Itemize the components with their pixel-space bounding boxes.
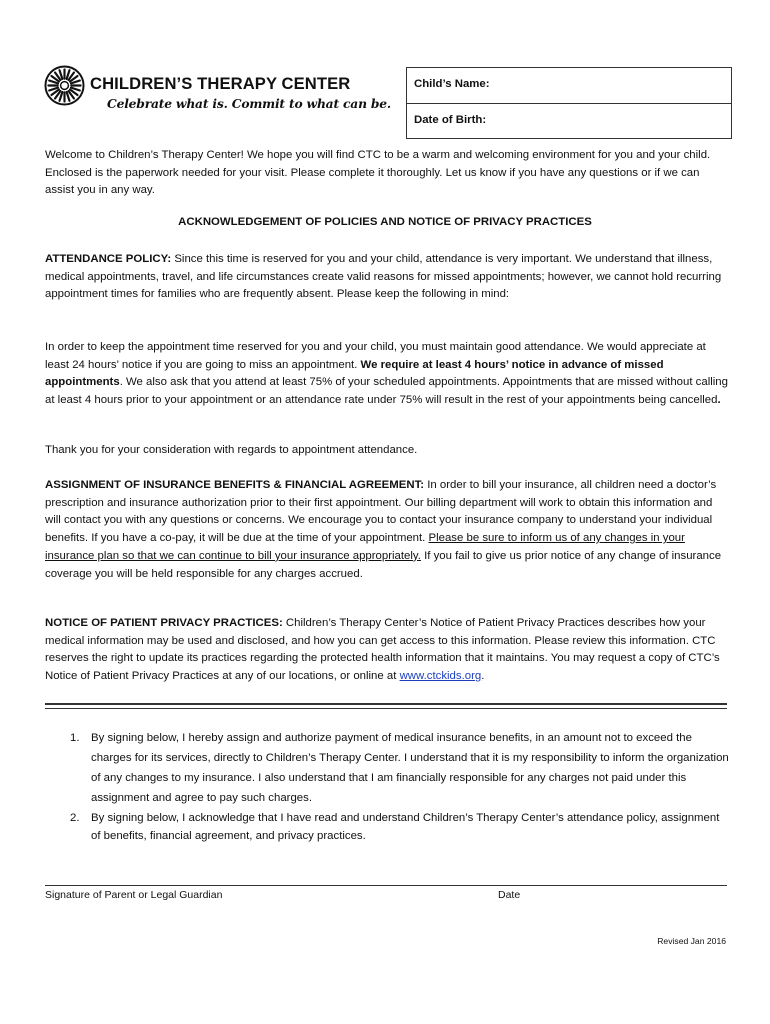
privacy-paragraph (45, 615, 729, 686)
attendance-thanks: Thank you for your consideration with regards to appointment attendance. (45, 444, 418, 456)
section-divider-thin (45, 708, 727, 709)
agreement-text: By signing below, I acknowledge that I have read and understand Children’s Therapy Center’s attendance policy, assignment of benefits, financial agreement, and privacy practices. (91, 812, 720, 842)
agreement-number: 2. (70, 812, 80, 824)
attendance-label: ATTENDANCE POLICY: (45, 253, 172, 265)
insurance-text-b: If you fail to give us prior notice of any change of insurance coverage you will be held responsible for any charges accrued. (45, 549, 722, 580)
sunburst-logo-icon (44, 65, 85, 106)
insurance-paragraph (45, 477, 729, 583)
revision-date: Revised Jan 2016 (657, 936, 726, 946)
attendance-notice-requirement: We require at least 4 hours’ notice in advance of missed appointments (45, 358, 664, 389)
attendance-rules-text-b: . We also ask that you attend at least 75% of your scheduled appointments. Appointments that are missed without calling at least 4 hours prior to your appointment or an attendance rate under 75% will result in the rest of your appointments being cancelled (45, 376, 728, 407)
child-name-label: Child’s Name: (414, 78, 490, 90)
insurance-change-notice: Please be sure to inform us of any changes in your insurance plan so that we can continue to bill your insurance appropriately. (45, 532, 685, 562)
date-of-birth-field[interactable] (407, 103, 731, 138)
privacy-text: Children’s Therapy Center’s Notice of Patient Privacy Practices describes how your medical information may be used and disclosed, and how you can get access to this information. Please review this information. CTC reserves the right to update its practices regarding the protected health information that it maintains. You may request a copy of CTC’s Notice of Patient Privacy Practices at any of our locations, or online at (45, 617, 720, 683)
intro-paragraph: Welcome to Children’s Therapy Center! We hope you will find CTC to be a warm and welcoming environment for you and your child. Enclosed is the paperwork needed for your visit. Please complete it thoroughly. Let us know if you have any questions or if we can assist you in any way. (45, 149, 711, 197)
child-info-box (406, 67, 732, 139)
agreement-item (70, 728, 730, 808)
attendance-paragraph (45, 251, 729, 304)
org-name: CHILDREN’S THERAPY CENTER (90, 74, 351, 93)
org-tagline: Celebrate what is. Commit to what can be. (107, 96, 391, 111)
attendance-rules-paragraph (45, 339, 729, 410)
guardian-signature-label: Signature of Parent or Legal Guardian (45, 889, 223, 901)
privacy-label: NOTICE OF PATIENT PRIVACY PRACTICES: (45, 617, 283, 629)
privacy-period: . (481, 670, 485, 683)
insurance-text-a: In order to bill your insurance, all children need a doctor’s prescription and insurance authorization prior to their first appointment. Our billing department will work to obtain this information and will contact you with any questions or concerns. We encourage you to contact your insurance company to understand your individual benefits. If you have a co-pay, it will be due at the time of your appointment. (45, 479, 717, 545)
agreement-number: 1. (70, 732, 80, 744)
child-name-field[interactable] (407, 68, 731, 103)
attendance-text: Since this time is reserved for you and your child, attendance is very important. We understand that illness, medical appointments, travel, and life circumstances create valid reasons for missed appointments; however, we cannot hold recurring appointment times for families who are frequently absent. Please keep the following in mind: (45, 253, 722, 301)
ctckids-website-link[interactable]: www.ctckids.org (399, 670, 482, 683)
attendance-rules-text-a: In order to keep the appointment time reserved for you and your child, you must maintain good attendance. We would appreciate at least 24 hours’ notice if you are going to miss an appointment. (45, 341, 706, 371)
agreement-list (70, 728, 730, 845)
agreement-text: By signing below, I hereby assign and authorize payment of medical insurance benefits, in an amount not to exceed the charges for its services, directly to Children’s Therapy Center. I understand that it is my responsibility to inform the organization of any changes to my insurance. I also understand that I am financially responsible for any charges not paid under this assignment and agree to pay such charges. (91, 732, 729, 804)
document-heading: ACKNOWLEDGEMENT OF POLICIES AND NOTICE OF PRIVACY PRACTICES (178, 216, 592, 228)
signature-line[interactable] (45, 885, 727, 886)
section-divider-thick (45, 703, 727, 705)
agreement-item (70, 809, 730, 845)
ctc-logo (44, 64, 391, 116)
date-of-birth-label: Date of Birth: (414, 114, 487, 126)
insurance-label: ASSIGNMENT OF INSURANCE BENEFITS & FINANCIAL AGREEMENT: (45, 479, 425, 491)
attendance-rules-period: . (717, 394, 721, 407)
signature-date-label: Date (498, 889, 521, 901)
